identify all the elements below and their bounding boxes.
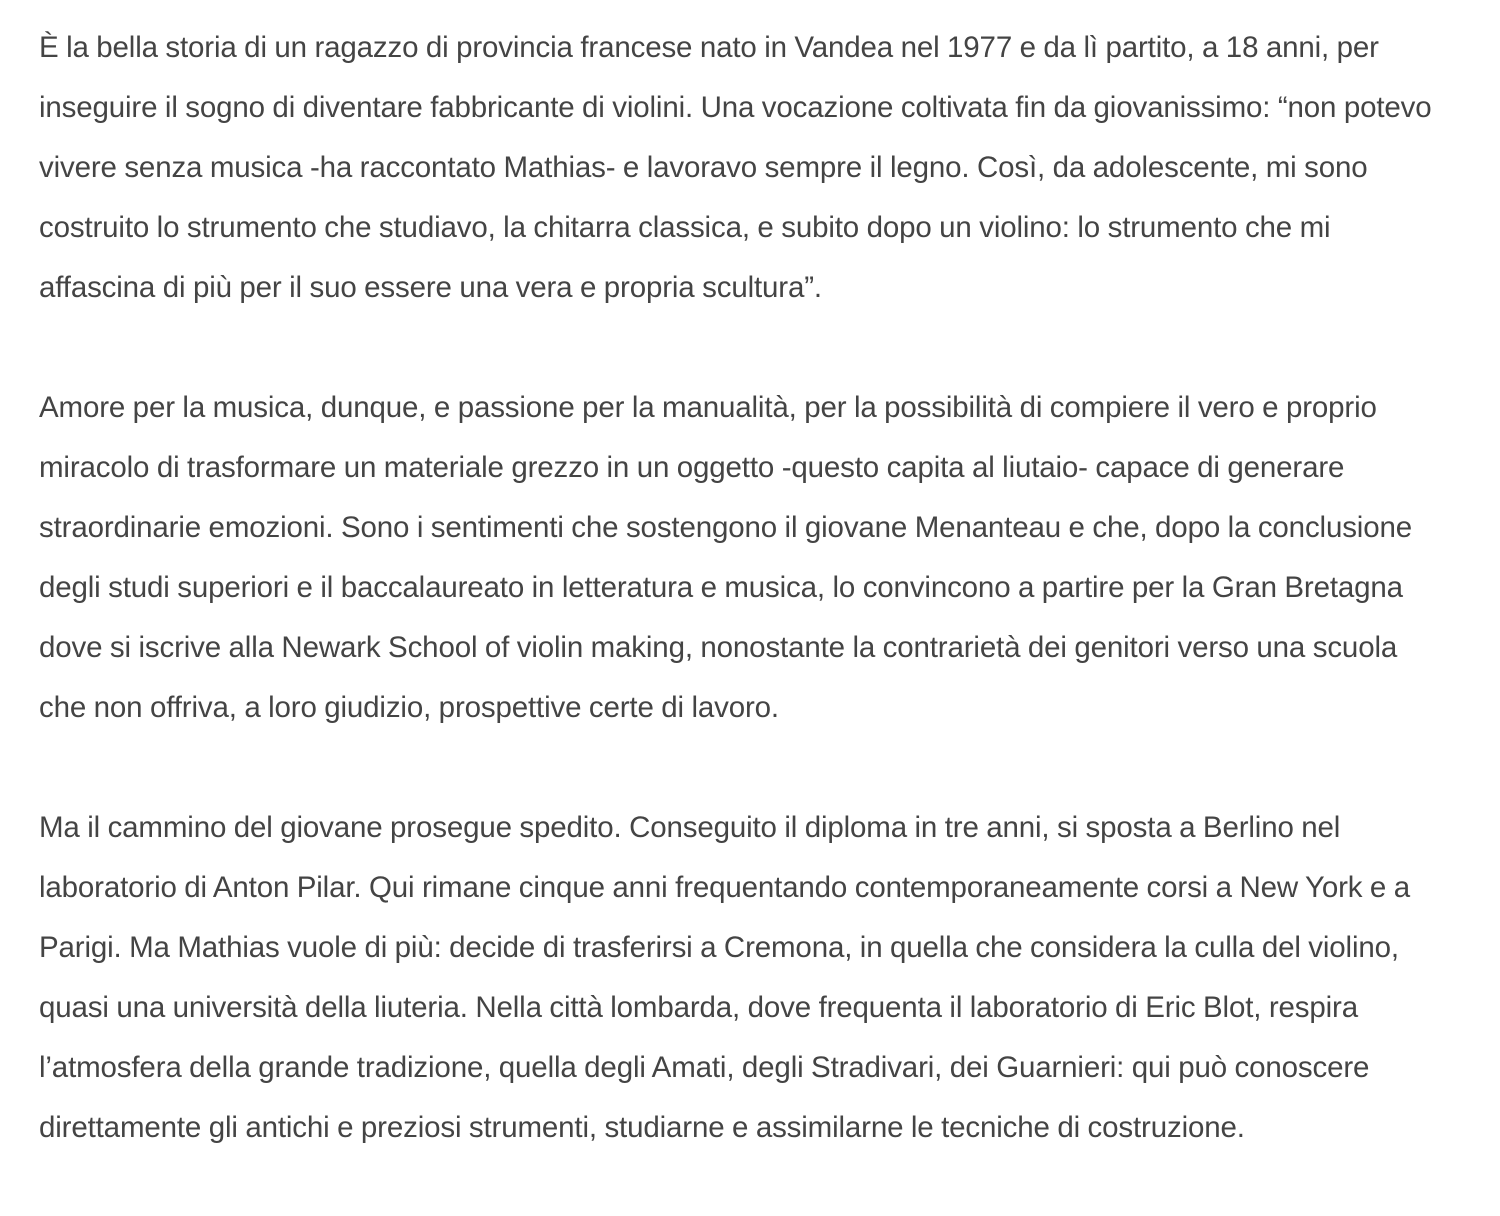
paragraph-3: Ma il cammino del giovane prosegue spedito. Conseguito il diploma in tre anni, si sposta a Berlino nel laboratorio di Anton Pilar. Qui rimane cinque anni frequentando contemporaneamente corsi a New York e a Parigi. Ma Mathias vuole di più: decide di trasferirsi a Cremona, in quella che considera la culla del violino, quasi una università della liuteria. Nella città lombarda, dove frequenta il laboratorio di Eric Blot, respira l’atmosfera della grande tradizione, quella degli Amati, degli Stradivari, dei Guarnieri: qui può conoscere direttamente gli antichi e preziosi strumenti, studiarne e assimilarne le tecniche di costruzione.: [39, 811, 1410, 1144]
article-body: [39, 18, 1439, 1158]
paragraph-2: Amore per la musica, dunque, e passione per la manualità, per la possibilità di compiere il vero e proprio miracolo di trasformare un materiale grezzo in un oggetto -questo capita al liutaio- capace di generare straordinarie emozioni. Sono i sentimenti che sostengono il giovane Menanteau e che, dopo la conclusione degli studi superiori e il baccalaureato in letteratura e musica, lo convincono a partire per la Gran Bretagna dove si iscrive alla Newark School of violin making, nonostante la contrarietà dei genitori verso una scuola che non offriva, a loro giudizio, prospettive certe di lavoro.: [39, 391, 1412, 724]
paragraph-1: È la bella storia di un ragazzo di provincia francese nato in Vandea nel 1977 e da lì partito, a 18 anni, per inseguire il sogno di diventare fabbricante di violini. Una vocazione coltivata fin da giovanissimo: “non potevo vivere senza musica -ha raccontato Mathias- e lavoravo sempre il legno. Così, da adolescente, mi sono costruito lo strumento che studiavo, la chitarra classica, e subito dopo un violino: lo strumento che mi affascina di più per il suo essere una vera e propria scultura”.: [39, 31, 1432, 304]
